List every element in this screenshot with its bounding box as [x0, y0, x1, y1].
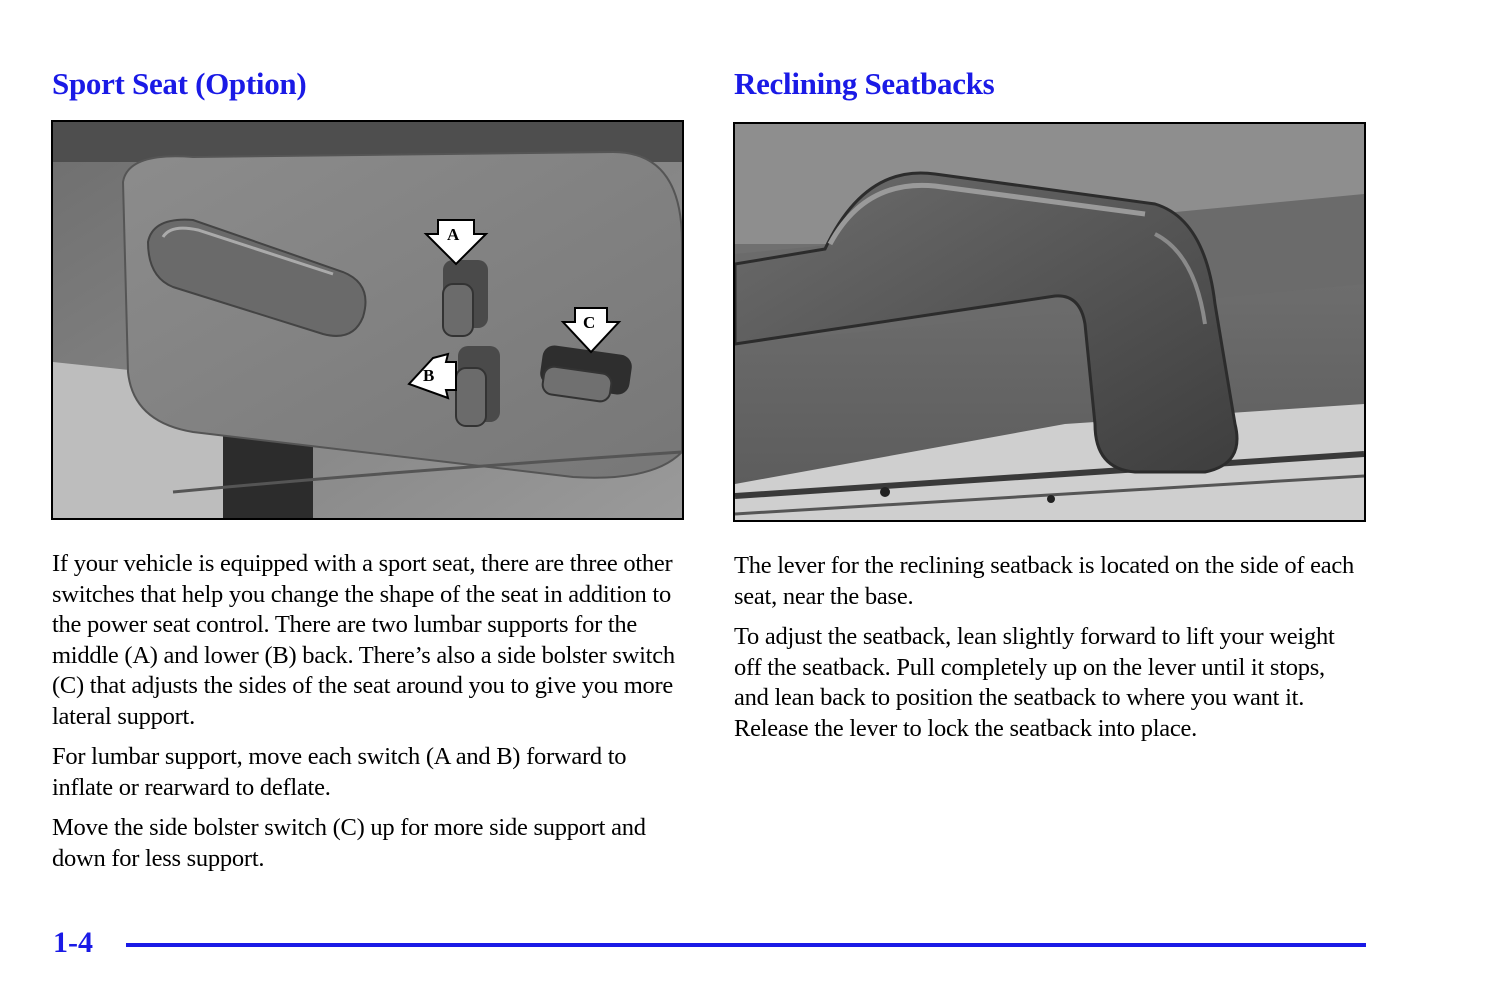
- label-b: B: [423, 366, 435, 385]
- paragraph: For lumbar support, move each switch (A and B) forward to inflate or rearward to deflate.: [52, 743, 627, 801]
- page-number: 1-4: [53, 926, 93, 959]
- sport-seat-body: [52, 549, 682, 884]
- sport-seat-heading: Sport Seat (Option): [52, 66, 307, 101]
- paragraph: Move the side bolster switch (C) up for more side support and down for less support.: [52, 814, 646, 872]
- sport-seat-controls-photo: [51, 120, 684, 520]
- label-c: C: [583, 313, 596, 332]
- paragraph: If your vehicle is equipped with a sport seat, there are three other switches that help you change the shape of the seat in addition to the power seat control. There are two lumbar supports for the middle (A) and lower (B) back. There’s also a side bolster switch (C) that adjusts the sides of the seat around you to give you more lateral support.: [52, 550, 675, 730]
- recline-lever-photo: [733, 122, 1366, 522]
- reclining-seatbacks-heading: Reclining Seatbacks: [734, 66, 995, 101]
- paragraph: To adjust the seatback, lean slightly forward to lift your weight off the seatback. Pull completely up on the lever until it stops, and lean back to position the seatback to where you want it. Release the lever to lock the seatback into place.: [734, 623, 1335, 742]
- recline-lever-illustration: [735, 124, 1364, 520]
- paragraph: The lever for the reclining seatback is located on the side of each seat, near the base.: [734, 552, 1354, 610]
- label-a: A: [447, 225, 460, 244]
- reclining-seatbacks-body: [734, 551, 1364, 754]
- footer-rule: [126, 943, 1366, 947]
